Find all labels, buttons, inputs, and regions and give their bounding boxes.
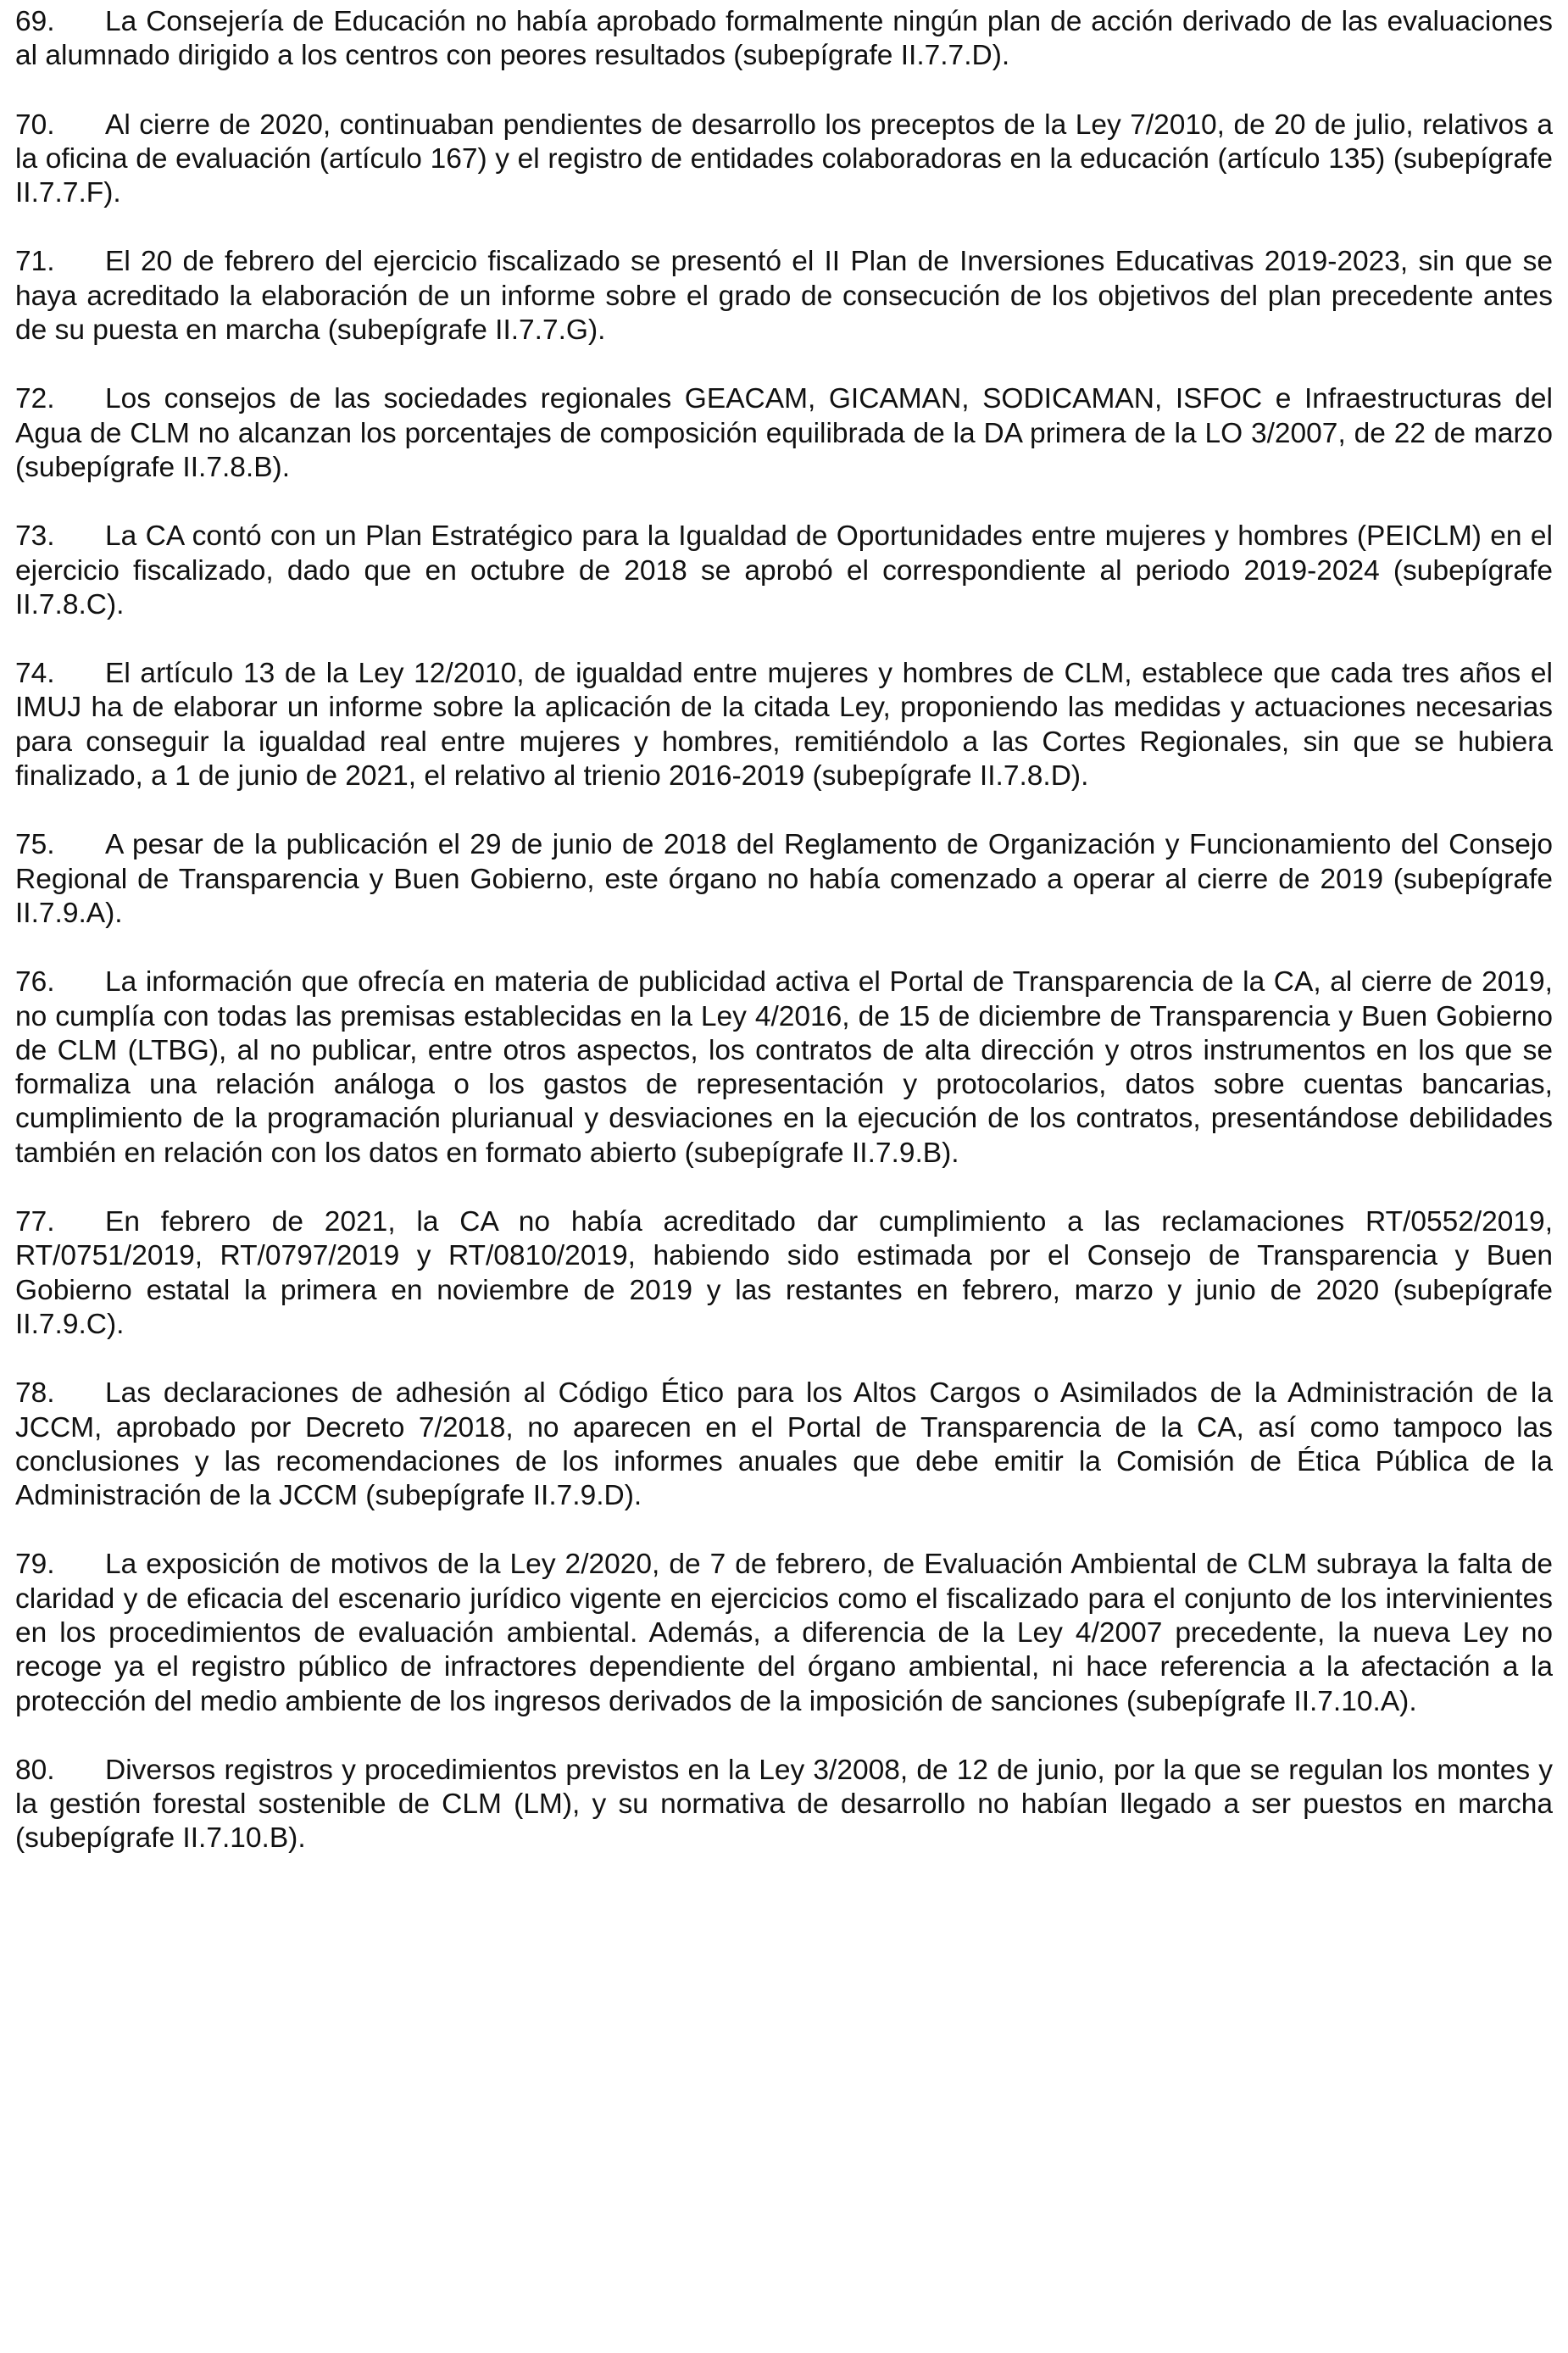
paragraph-79 — [15, 1548, 1553, 1718]
paragraph-text: La información que ofrecía en materia de publicidad activa el Portal de Transparencia de la CA, al cierre de 2019, no cumplía con todas las premisas establecidas en la Ley 4/2016, de 15 de diciembre de Transparencia y Buen Gobierno de CLM (LTBG), al no publicar, entre otros aspectos, los contratos de alta dirección y otros instrumentos en los que se formaliza una relación análoga o los gastos de representación y protocolarios, datos sobre cuentas bancarias, cumplimiento de la programación plurianual y desviaciones en la ejecución de los contratos, presentándose debilidades también en relación con los datos en formato abierto (subepígrafe II.7.9.B). — [15, 966, 1553, 1169]
paragraph-69 — [15, 5, 1553, 74]
paragraph-number: 79. — [15, 1549, 55, 1581]
paragraph-text: El 20 de febrero del ejercicio fiscalizado se presentó el II Plan de Inversiones Educativas 2019-2023, sin que se haya acreditado la elaboración de un informe sobre el grado de consecución de los objetivos del plan precedente antes de su puesta en marcha (subepígrafe II.7.7.G). — [15, 246, 1553, 347]
paragraph-number: 73. — [15, 520, 55, 553]
paragraph-text: En febrero de 2021, la CA no había acreditado dar cumplimiento a las reclamaciones RT/0552/2019, RT/0751/2019, RT/0797/2019 y RT/0810/2019, habiendo sido estimada por el Consejo de Transparencia y Buen Gobierno estatal la primera en noviembre de 2019 y las restantes en febrero, marzo y junio de 2020 (subepígrafe II.7.9.C). — [15, 1206, 1553, 1340]
paragraph-75 — [15, 828, 1553, 931]
paragraph-text: El artículo 13 de la Ley 12/2010, de igualdad entre mujeres y hombres de CLM, establece que cada tres años el IMUJ ha de elaborar un informe sobre la aplicación de la citada Ley, proponiendo las medidas y actuaciones necesarias para conseguir la igualdad real entre mujeres y hombres, remitiéndolo a las Cortes Regionales, sin que se hubiera finalizado, a 1 de junio de 2021, el relativo al trienio 2016-2019 (subepígrafe II.7.8.D). — [15, 658, 1553, 793]
paragraph-text: La Consejería de Educación no había aprobado formalmente ningún plan de acción derivado de las evaluaciones al alumnado dirigido a los centros con peores resultados (subepígrafe II.7.7.D). — [15, 6, 1553, 72]
paragraph-text: A pesar de la publicación el 29 de junio de 2018 del Reglamento de Organización y Funcionamiento del Consejo Regional de Transparencia y Buen Gobierno, este órgano no había comenzado a operar al cierre de 2019 (subepígrafe II.7.9.A). — [15, 829, 1553, 929]
paragraph-number: 76. — [15, 966, 55, 998]
paragraph-text: La CA contó con un Plan Estratégico para la Igualdad de Oportunidades entre mujeres y hombres (PEICLM) en el ejercicio fiscalizado, dado que en octubre de 2018 se aprobó el correspondiente al periodo 2019-2024 (subepígrafe II.7.8.C). — [15, 520, 1553, 620]
paragraph-number: 75. — [15, 829, 55, 861]
paragraph-number: 69. — [15, 6, 55, 37]
paragraph-number: 77. — [15, 1206, 55, 1238]
paragraph-73 — [15, 520, 1553, 622]
paragraph-71 — [15, 245, 1553, 348]
document-page — [15, 5, 1553, 1891]
paragraph-text: Diversos registros y procedimientos previstos en la Ley 3/2008, de 12 de junio, por la que se regulan los montes y la gestión forestal sostenible de CLM (LM), y su normativa de desarrollo no habían llegado a ser puestos en marcha (subepígrafe II.7.10.B). — [15, 1754, 1553, 1855]
paragraph-number: 80. — [15, 1754, 55, 1786]
paragraph-70 — [15, 108, 1553, 211]
paragraph-number: 78. — [15, 1377, 55, 1410]
paragraph-76 — [15, 965, 1553, 1171]
paragraph-77 — [15, 1205, 1553, 1342]
paragraph-text: Las declaraciones de adhesión al Código Ético para los Altos Cargos o Asimilados de la Administración de la JCCM, aprobado por Decreto 7/2018, no aparecen en el Portal de Transparencia de la CA, así como tampoco las conclusiones y las recomendaciones de los informes anuales que debe emitir la Comisión de Ética Pública de la Administración de la JCCM (subepígrafe II.7.9.D). — [15, 1377, 1553, 1512]
paragraph-72 — [15, 382, 1553, 485]
paragraph-74 — [15, 657, 1553, 793]
paragraph-text: Los consejos de las sociedades regionales GEACAM, GICAMAN, SODICAMAN, ISFOC e Infraestructuras del Agua de CLM no alcanzan los porcentajes de composición equilibrada de la DA primera de la LO 3/2007, de 22 de marzo (subepígrafe II.7.8.B). — [15, 383, 1553, 483]
paragraph-78 — [15, 1377, 1553, 1513]
paragraph-number: 74. — [15, 658, 55, 690]
paragraph-text: Al cierre de 2020, continuaban pendientes de desarrollo los preceptos de la Ley 7/2010, de 20 de julio, relativos a la oficina de evaluación (artículo 167) y el registro de entidades colaboradoras en la educación (artículo 135) (subepígrafe II.7.7.F). — [15, 108, 1553, 209]
paragraph-number: 72. — [15, 383, 55, 415]
paragraph-80 — [15, 1754, 1553, 1856]
paragraph-number: 71. — [15, 246, 55, 278]
paragraph-number: 70. — [15, 108, 55, 141]
paragraph-text: La exposición de motivos de la Ley 2/2020, de 7 de febrero, de Evaluación Ambiental de CLM subraya la falta de claridad y de eficacia del escenario jurídico vigente en ejercicios como el fiscalizado para el conjunto de los intervinientes en los procedimientos de evaluación ambiental. Además, a diferencia de la Ley 4/2007 precedente, la nueva Ley no recoge ya el registro público de infractores dependiente del órgano ambiental, ni hace referencia a la afectación a la protección del medio ambiente de los ingresos derivados de la imposición de sanciones (subepígrafe II.7.10.A). — [15, 1549, 1553, 1717]
